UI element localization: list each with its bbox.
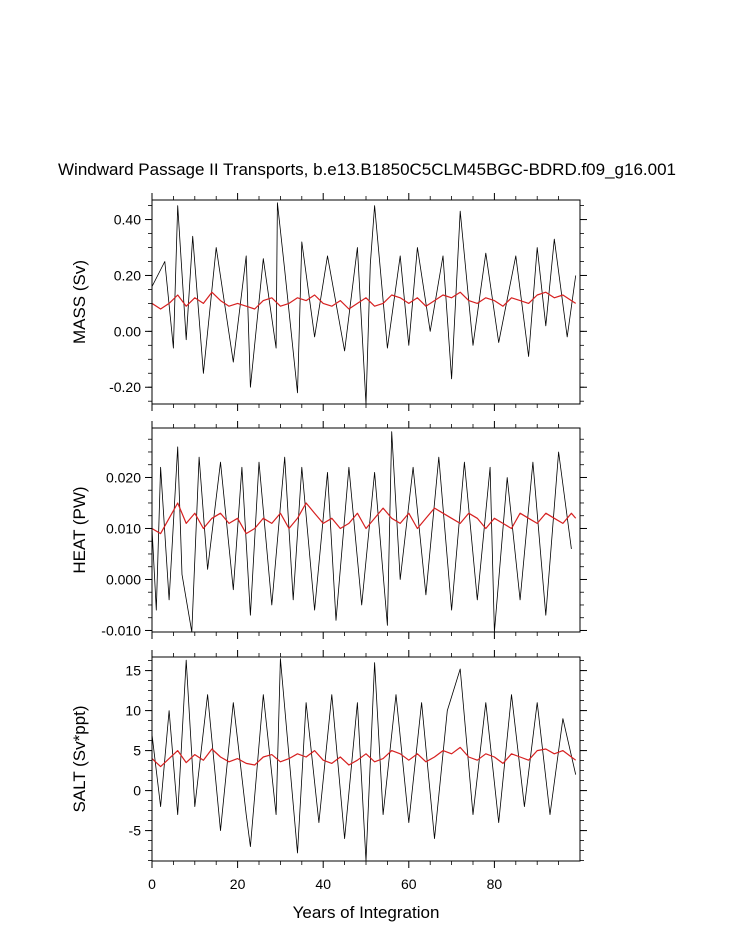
salt-y-axis-label: SALT (Sv*ppt) xyxy=(70,705,89,813)
salt-ytick-label: 10 xyxy=(125,702,141,719)
mass-series-monthly xyxy=(152,203,576,404)
salt-frame xyxy=(152,657,580,861)
mass-ytick-label: 0.00 xyxy=(113,323,141,340)
heat-frame xyxy=(152,428,580,632)
mass-ytick-label: 0.40 xyxy=(113,211,141,228)
salt-panel xyxy=(70,650,587,892)
salt-ytick-label: 15 xyxy=(125,662,141,679)
heat-ytick-label: 0.000 xyxy=(105,571,141,588)
mass-ytick-label: 0.20 xyxy=(113,267,141,284)
heat-panel xyxy=(70,421,587,639)
salt-ytick-label: 0 xyxy=(133,782,141,799)
salt-plot-area xyxy=(152,659,576,861)
salt-series-monthly xyxy=(152,659,576,861)
mass-frame xyxy=(152,200,580,404)
chart-title: Windward Passage II Transports, b.e13.B1850C5CLM45BGC-BDRD.f09_g16.001 xyxy=(58,160,676,179)
salt-series-smoothed xyxy=(152,747,576,766)
mass-ytick-label: -0.20 xyxy=(109,379,141,396)
heat-y-axis-label: HEAT (PW) xyxy=(70,486,89,574)
salt-xtick-label: 0 xyxy=(148,876,156,892)
x-axis-label: Years of Integration xyxy=(292,903,440,922)
mass-series-smoothed xyxy=(152,292,576,309)
heat-ytick-label: 0.020 xyxy=(105,469,141,486)
mass-panel xyxy=(70,193,587,411)
salt-xtick-label: 40 xyxy=(315,876,331,892)
salt-ytick-label: -5 xyxy=(128,822,141,839)
chart-panels xyxy=(70,193,587,892)
salt-xtick-label: 60 xyxy=(401,876,417,892)
heat-series-monthly xyxy=(152,432,571,632)
heat-ytick-label: 0.010 xyxy=(105,520,141,537)
heat-ytick-label: -0.010 xyxy=(101,622,141,639)
mass-plot-area xyxy=(152,203,576,404)
salt-xtick-label: 80 xyxy=(486,876,503,892)
salt-xtick-label: 20 xyxy=(229,876,246,892)
salt-ytick-label: 5 xyxy=(133,742,141,759)
heat-series-smoothed xyxy=(152,503,576,534)
heat-plot-area xyxy=(152,432,576,632)
mass-y-axis-label: MASS (Sv) xyxy=(70,259,89,345)
